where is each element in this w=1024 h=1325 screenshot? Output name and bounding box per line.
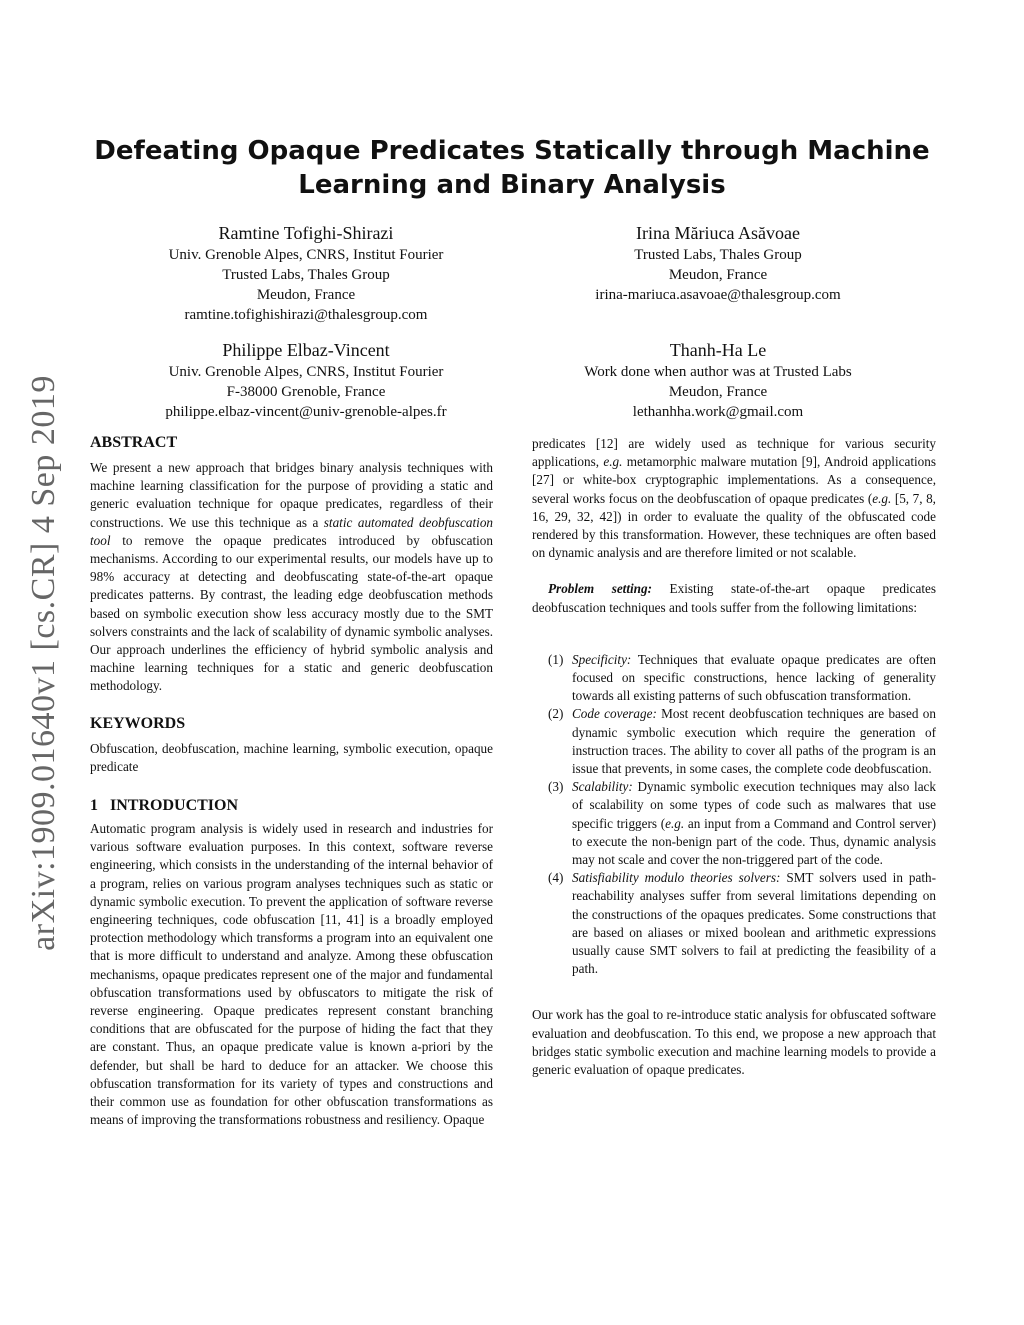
limitations-list bbox=[532, 651, 936, 979]
author-location: Meudon, France bbox=[256, 287, 356, 303]
author-affiliation: Trusted Labs, Thales Group bbox=[222, 267, 390, 283]
author-name: Ramtine Tofighi-Shirazi bbox=[218, 223, 394, 243]
author-location: Meudon, France bbox=[668, 267, 768, 283]
author-block-4 bbox=[530, 338, 906, 422]
author-affiliation: Work done when author was at Trusted Labs bbox=[584, 364, 852, 380]
author-block-1 bbox=[120, 221, 492, 325]
left-column bbox=[90, 433, 493, 1130]
author-email: lethanhha.work@gmail.com bbox=[632, 404, 804, 420]
author-email: ramtine.tofighishirazi@thalesgroup.com bbox=[184, 307, 428, 323]
author-block-3 bbox=[120, 338, 492, 422]
author-location: Meudon, France bbox=[668, 384, 768, 400]
paper-title-line-1: Defeating Opaque Predicates Statically through Machine bbox=[94, 136, 930, 166]
author-affiliation: Univ. Grenoble Alpes, CNRS, Institut Fourier bbox=[168, 247, 444, 263]
list-item: (2) Code coverage: Most recent deobfuscation techniques are based on dynamic symbolic execution which require the generation of instruction traces. The ability to cover all paths of the program is an issue that prevents, in some cases, the complete code deobfuscation. bbox=[548, 706, 936, 777]
abstract-heading: ABSTRACT bbox=[90, 434, 178, 451]
our-work-paragraph: Our work has the goal to re-introduce static analysis for obfuscated software evaluation and deobfuscation. To this end, we propose a new approach that bridges static symbolic execution and machine learning models to provide a generic evaluation of opaque predicates. bbox=[532, 1007, 936, 1078]
problem-setting-paragraph: Problem setting: Existing state-of-the-art opaque predicates deobfuscation techniques and tools suffer from the following limitations: bbox=[532, 581, 937, 615]
list-item: (1) Specificity: Techniques that evaluate opaque predicates are often focused on specific constructions, hence lacking of generality towards all existing patterns of such obfuscation transformation. bbox=[548, 651, 936, 704]
author-affiliation: Trusted Labs, Thales Group bbox=[634, 247, 802, 263]
abstract-text: We present a new approach that bridges binary analysis techniques with machine learning classification for the purpose of providing a static and generic evaluation technique for opaque predicates, regardless of their constructions. We use this technique as a static automated deobfuscation tool to remove the opaque predicates introduced by obfuscation mechanisms. According to our experimental results, our models have up to 98% accuracy at detecting and deobfuscating state-of-the-art opaque predicates patterns. By contrast, the leading edge deobfuscation methods based on symbolic execution show less accuracy mostly due to the SMT solvers constraints and the lack of scalability of dynamic symbolic analyses. Our approach underlines the efficiency of hybrid symbolic analysis and machine learning techniques for a static and generic deobfuscation methodology. bbox=[90, 460, 494, 694]
arxiv-stamp: arXiv:1909.01640v1 [cs.CR] 4 Sep 2019 bbox=[25, 374, 62, 951]
paper-title-line-2: Learning and Binary Analysis bbox=[298, 170, 726, 200]
author-name: Philippe Elbaz-Vincent bbox=[222, 340, 390, 360]
list-item: (4) Satisfiability modulo theories solvers: SMT solvers used in path-reachability analyses suffer from several limitations depending on the constructions of the opaques predicates. Some constructions that are based on aliases or mixed boolean and arithmetic expressions usually cause SMT solvers to fail at predicting the feasibility of a path. bbox=[548, 870, 936, 977]
right-column bbox=[532, 435, 936, 1079]
paper-title bbox=[90, 134, 934, 202]
problem-setting-label: Problem setting: bbox=[548, 581, 652, 597]
intro-continued-paragraph: predicates [12] are widely used as technique for various security applications, e.g. metamorphic malware mutation [9], Android applications [27] or white-box cryptographic implementations. As a consequence, several works focus on the deobfuscation of opaque predicates (e.g. [5, 7, 8, 16, 29, 32, 42]) in order to evaluate the quality of the obfuscated code rendered by this transformation. However, these techniques are often based on dynamic analysis and are therefore limited or not scalable. bbox=[532, 436, 936, 561]
introduction-text: Automatic program analysis is widely used in research and industries for various software evaluation purposes. In this context, software reverse engineering, which consists in the understanding of the internal behavior of a program, relies on various program analyses techniques such as static or dynamic symbolic execution. To prevent the application of software reverse engineering techniques, code obfuscation [11, 41] is a broadly employed protection methodology which transforms a program into an equivalent one that is more difficult to understand and analyze. Among these obfuscation mechanisms, opaque predicates represent one of the major and fundamental obfuscation transformations used by obfuscators to mitigate the risk of reverse engineering. Opaque predicates represent constant branching conditions that are obfuscated for the purpose of hiding the fact that they are constant. Thus, an opaque predicate value is known a-priori by the defender, but shall be hard to deduce for an attacker. We choose this obfuscation transformation for its variety of types and constructions and their common use as foundation for other obfuscation transformations as means of improving the transformations robustness and resiliency. Opaque bbox=[90, 821, 493, 1128]
author-email: philippe.elbaz-vincent@univ-grenoble-alpes.fr bbox=[165, 404, 447, 420]
keywords-heading: KEYWORDS bbox=[90, 714, 186, 732]
author-block-2 bbox=[530, 221, 906, 305]
keywords-text: Obfuscation, deobfuscation, machine learning, symbolic execution, opaque predicate bbox=[90, 740, 493, 774]
author-email: irina-mariuca.asavoae@thalesgroup.com bbox=[595, 287, 841, 303]
arxiv-stamp-container bbox=[18, 365, 70, 960]
author-location: F-38000 Grenoble, France bbox=[226, 384, 386, 400]
list-item: (3) Scalability: Dynamic symbolic execution techniques may also lack of scalability on some types of code such as malwares that use specific triggers (e.g. an input from a Command and Control server) to execute the non-benign part of the code. Thus, dynamic analysis may not scale and cover the non-triggered part of the code. bbox=[548, 779, 936, 868]
author-affiliation: Univ. Grenoble Alpes, CNRS, Institut Fourier bbox=[168, 364, 444, 380]
author-name: Irina Măriuca Asăvoae bbox=[636, 223, 800, 243]
introduction-heading: 1 INTRODUCTION bbox=[90, 797, 239, 815]
author-name: Thanh-Ha Le bbox=[669, 340, 767, 360]
